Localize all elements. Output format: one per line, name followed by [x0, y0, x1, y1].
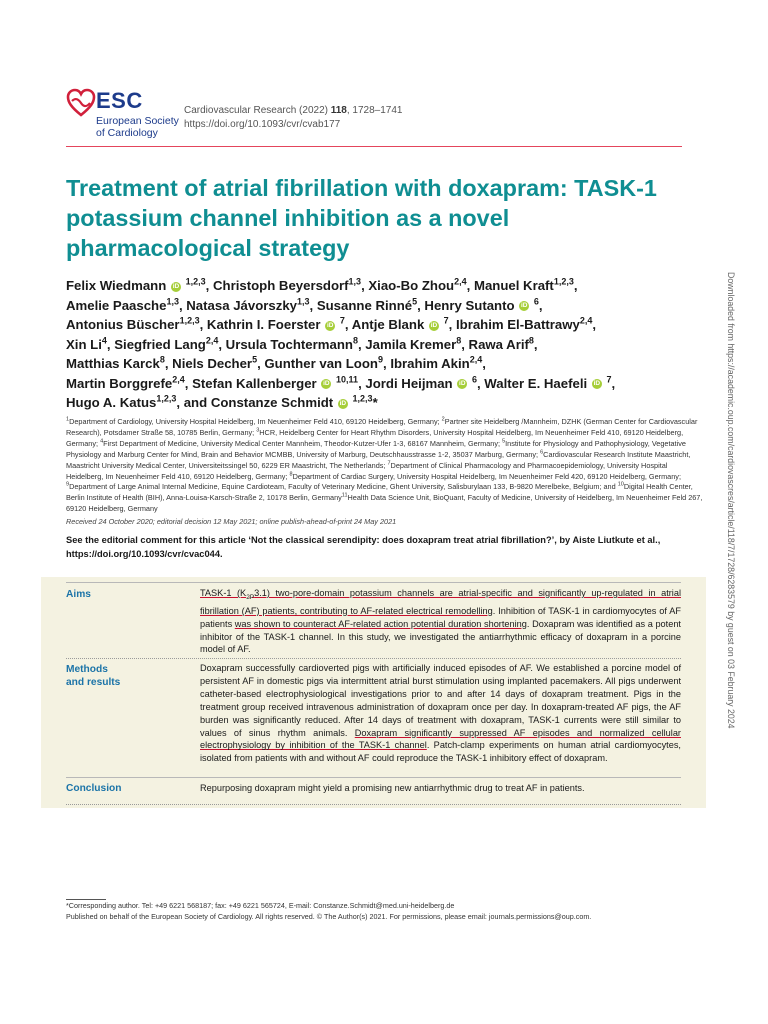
author-name: , and Constanze Schmidt	[176, 395, 334, 410]
methods-text	[200, 662, 681, 765]
author-affiliation-marker: 2,4	[579, 315, 593, 326]
author-affiliation-marker: 10,11	[336, 374, 359, 385]
download-watermark-text: Downloaded from https://academic.oup.com/cardiovascres/article/118/7/1728/6283579 by guest on 03 February 2024	[726, 272, 736, 729]
author-affiliation-marker: 8	[352, 335, 358, 346]
author-name: Felix Wiedmann	[66, 278, 167, 293]
author-name: ,	[573, 278, 578, 293]
aims-text	[200, 587, 681, 656]
orcid-icon[interactable]: iD	[459, 380, 466, 388]
author-affiliation-marker: 1,2,3	[156, 393, 177, 404]
author-affiliation-marker: 5	[412, 296, 418, 307]
author-name: , Manuel Kraft	[466, 278, 554, 293]
orcid-icon[interactable]: iD	[339, 399, 347, 407]
methods-label	[66, 663, 120, 689]
orcid-icon[interactable]: iD	[323, 380, 330, 388]
author-affiliation-marker: 4	[101, 335, 107, 346]
conclusion-label: Conclusion	[66, 783, 122, 794]
author-name: , Christoph Beyersdorf	[205, 278, 349, 293]
methods-text-2: . Patch-clamp experiments on human atrial cardiomyocytes, isolated from patients with and without AF could reproduce the TASK-1 inhibitory effect of doxapram.	[200, 740, 681, 764]
author-line	[66, 276, 706, 296]
author-affiliation-marker: 1,3	[166, 296, 179, 307]
download-watermark	[722, 272, 736, 752]
author-affiliation-marker: 2,4	[172, 374, 185, 385]
author-name: ,	[592, 317, 597, 332]
author-name: , Jamila Kremer	[357, 336, 457, 352]
author-name: , Jordi Heijman	[358, 375, 453, 391]
author-name: Antonius Büscher	[66, 317, 180, 332]
aims-highlight-2: was shown to counteract AF-related action potential duration shortening	[234, 618, 527, 629]
author-affiliation-marker: 1,2,3	[352, 393, 373, 404]
methods-label-line-2: and results	[66, 677, 121, 688]
header-rule	[66, 146, 682, 147]
logo-text: ESC	[96, 88, 143, 113]
author-line	[66, 354, 706, 374]
author-name: ,	[482, 356, 486, 371]
author-affiliation-marker: 7	[606, 374, 612, 385]
author-affiliation-marker: 8	[456, 335, 462, 346]
footnote-rule	[66, 899, 106, 900]
orcid-icon[interactable]: iD	[172, 282, 180, 290]
author-name: Matthias Karck	[66, 356, 160, 371]
orcid-icon[interactable]: iD	[520, 302, 528, 310]
author-line	[66, 374, 706, 394]
author-affiliation-marker: 1,2,3	[185, 276, 206, 287]
aims-divider	[66, 658, 681, 659]
author-affiliation-marker: 9	[377, 354, 383, 365]
editorial-comment-note: See the editorial comment for this article ‘Not the classical serendipity: does doxapram treat atrial fibrillation?’, by Aiste Liutkute et al., https://doi.org/10.1093/cvr/cvac044.	[66, 535, 661, 559]
author-affiliation-marker: 2,4	[454, 276, 467, 287]
author-name: ,	[538, 297, 543, 313]
author-name: , Henry Sutanto	[417, 297, 515, 313]
author-list	[66, 276, 706, 413]
author-name: ,	[611, 375, 616, 391]
article-title: Treatment of atrial fibrillation with doxapram: TASK-1 potassium channel inhibition as a novel pharmacological strategy	[66, 175, 657, 261]
author-name: , Ibrahim Akin	[383, 356, 470, 371]
author-affiliation-marker: 6	[533, 296, 539, 307]
author-affiliation-marker: 5	[252, 354, 258, 365]
methods-label-line-1: Methods	[66, 664, 108, 675]
author-affiliation-marker: 2,4	[469, 354, 483, 365]
author-name: , Stefan Kallenberger	[184, 375, 317, 391]
methods-text-1: Doxapram successfully cardioverted pigs with artificially induced episodes of AF. We established a porcine model of persistent AF in domestic pigs via intermittent atrial burst stimulation using implanted pacemakers. All pigs underwent catheter-based electrophysiological investigations prior to and after 14 days of doxapram treatment. Pigs in the treatment group received intravenous administration of doxapram once per day. In doxapram-treated AF pigs, the AF burden was significantly reduced. After 14 days of treatment with doxapram, TASK-1 currents were still similar to values of sinus rhythm animals.	[200, 663, 681, 738]
abstract-top-rule	[66, 582, 681, 583]
author-name: *	[372, 395, 378, 410]
author-line	[66, 335, 706, 355]
journal-volume: 118	[330, 105, 347, 116]
author-name: Martin Borggrefe	[66, 375, 173, 391]
author-affiliation-marker: 1,2,3	[179, 315, 200, 326]
journal-citation	[184, 104, 403, 132]
author-affiliation-marker: 7	[339, 315, 345, 326]
author-name: , Kathrin I. Foerster	[199, 317, 321, 332]
orcid-icon[interactable]: iD	[326, 321, 334, 329]
author-affiliation-marker: 8	[528, 335, 534, 346]
logo-subtitle	[96, 115, 186, 139]
conclusion-divider	[66, 804, 681, 805]
aims-text-1: . Inhibition of TASK-1 in cardiomyocytes of AF patients	[200, 605, 682, 629]
publication-notice: Published on behalf of the European Society of Cardiology. All rights reserved. © The Author(s) 2021. For permissions, please email: journals.permissions@oup.com.	[66, 911, 592, 921]
author-name: Hugo A. Katus	[66, 395, 157, 410]
footer	[66, 901, 706, 922]
author-name: , Walter E. Haefeli	[476, 375, 588, 391]
author-line	[66, 296, 706, 316]
aims-highlight-1: TASK-1 $(K_{2P}3.1)$ two-pore-domain potassium channels are atrial-specific and significantly up-regulated in atrial fibrillation (AF) patients, contributing to AF-related electrical remodelling	[200, 588, 681, 616]
logo-subtitle-line-1: European Society	[96, 115, 179, 127]
author-name: , Natasa Jávorszky	[178, 297, 297, 313]
logo-subtitle-line-2: of Cardiology	[96, 127, 158, 139]
author-affiliation-marker: 8	[159, 354, 165, 365]
aims-text-2: . Doxapram was identified as a potent inhibitor of the TASK-1 channel. In this study, we investigated the antiarrhythmic efficacy of doxapram in a porcine model of AF.	[200, 618, 681, 655]
author-name: ,	[533, 336, 538, 352]
orcid-icon[interactable]: iD	[593, 380, 601, 388]
aims-label: Aims	[66, 589, 91, 600]
author-name: , Siegfried Lang	[106, 336, 206, 352]
heart-logo-icon	[66, 88, 96, 118]
author-name: , Rawa Arif	[461, 336, 529, 352]
affiliations	[66, 417, 706, 515]
author-affiliation-marker: 6	[471, 374, 477, 385]
author-name: , Antje Blank	[344, 317, 425, 332]
author-name: , Ibrahim El-Battrawy	[448, 317, 580, 332]
author-name: Xin Li	[66, 336, 102, 352]
author-name: , Xiao-Bo Zhou	[361, 278, 455, 293]
author-affiliation-marker: 1,2,3	[553, 276, 574, 287]
corresponding-author: *Corresponding author. Tel: +49 6221 568187; fax: +49 6221 565724, E-mail: Constanze.Schmidt@med.uni-heidelberg.de	[66, 901, 455, 910]
journal-doi-link[interactable]: https://doi.org/10.1093/cvr/cvab177	[184, 119, 341, 130]
author-line	[66, 315, 706, 335]
methods-highlight-1: Doxapram significantly suppressed AF episodes and normalized cellular electrophysiology by inhibition of the TASK-1 channel	[200, 727, 681, 751]
publication-dates: Received 24 October 2020; editorial decision 12 May 2021; online publish-ahead-of-print 24 May 2021	[66, 517, 397, 526]
author-affiliation-marker: 2,4	[205, 335, 219, 346]
structured-abstract	[41, 577, 706, 808]
author-affiliation-marker: 1,3	[296, 296, 310, 307]
author-name: , Gunther van Loon	[257, 356, 378, 371]
author-name: , Susanne Rinné	[309, 297, 413, 313]
author-name: , Ursula Tochtermann	[218, 336, 353, 352]
author-affiliation-marker: 1,3	[348, 276, 362, 287]
esc-logo	[66, 88, 179, 148]
conclusion-text: Repurposing doxapram might yield a promising new antiarrhythmic drug to treat AF in patients.	[200, 783, 585, 793]
author-name: , Niels Decher	[164, 356, 253, 371]
journal-prefix: Cardiovascular Research (2022)	[184, 105, 331, 116]
author-line	[66, 393, 706, 413]
methods-divider	[66, 777, 681, 778]
journal-pages: , 1728–1741	[346, 105, 403, 116]
orcid-icon[interactable]: iD	[430, 321, 438, 329]
affiliations-text: $^1$Department of Cardiology, University Hospital Heidelberg, Im Neuenheimer Feld 410, 69120 Heidelberg, Germany; $^2$Partner site Heidelberg /Mannheim, DZHK (German Center for Cardiovascular Research), Potsdamer Straße 58, 10785 Berlin, Germany; $^3$HCR, Heidelberg Center for Heart Rhythm Disorders, University Hospital Heidelberg, Im Neuenheimer Feld 410, 69120 Heidelberg, Germany; $^4$First Department of Medicine, University Medical Center Mannheim, Theodor-Kutzer-Ufer 1-3, 68167 Mannheim, Germany; $^5$Institute for Physiology and Pathophysiology, Vegetative Physiology and Marburg Center for Mind, Brain and Behavior MCMBB, University of Marburg, Deutschhausstrasse 1-2, 35037 Marburg, Germany; $^6$Cardiovascular Research Institute Maastricht, Maastricht University Medical Center, Universiteitssingel 50, 6229 ER Maastricht, The Netherlands; $^7$Department of Clinical Pharmacology and Pharmacoepidemiology, University Hospital Heidelberg, Im Neuenheimer Feld 410, 69120 Heidelberg, Germany; $^8$Department of Cardiac Surgery, University Hospital Heidelberg, Im Neuenheimer Feld 420, 69120 Heidelberg, Germany; $^9$Department of Large Animal Internal Medicine, Equine Cardioteam, Faculty of Veterinary Medicine, Ghent University, Salisburylaan 133, B-9820 Merelbeke, Belgium; and $^{10}$Digital Health Center, Berlin Institute of Health (BIH), Anna-Louisa-Karsch-Straße 2, 10178 Berlin, Germany$^{11}$Health Data Science Unit, BioQuant, Faculty of Medicine, University of Heidelberg, Im Neuenheimer Feld 267, 69120 Heidelberg, Germany	[66, 416, 703, 514]
author-name: Amelie Paasche	[66, 297, 167, 313]
author-affiliation-marker: 7	[443, 315, 449, 326]
